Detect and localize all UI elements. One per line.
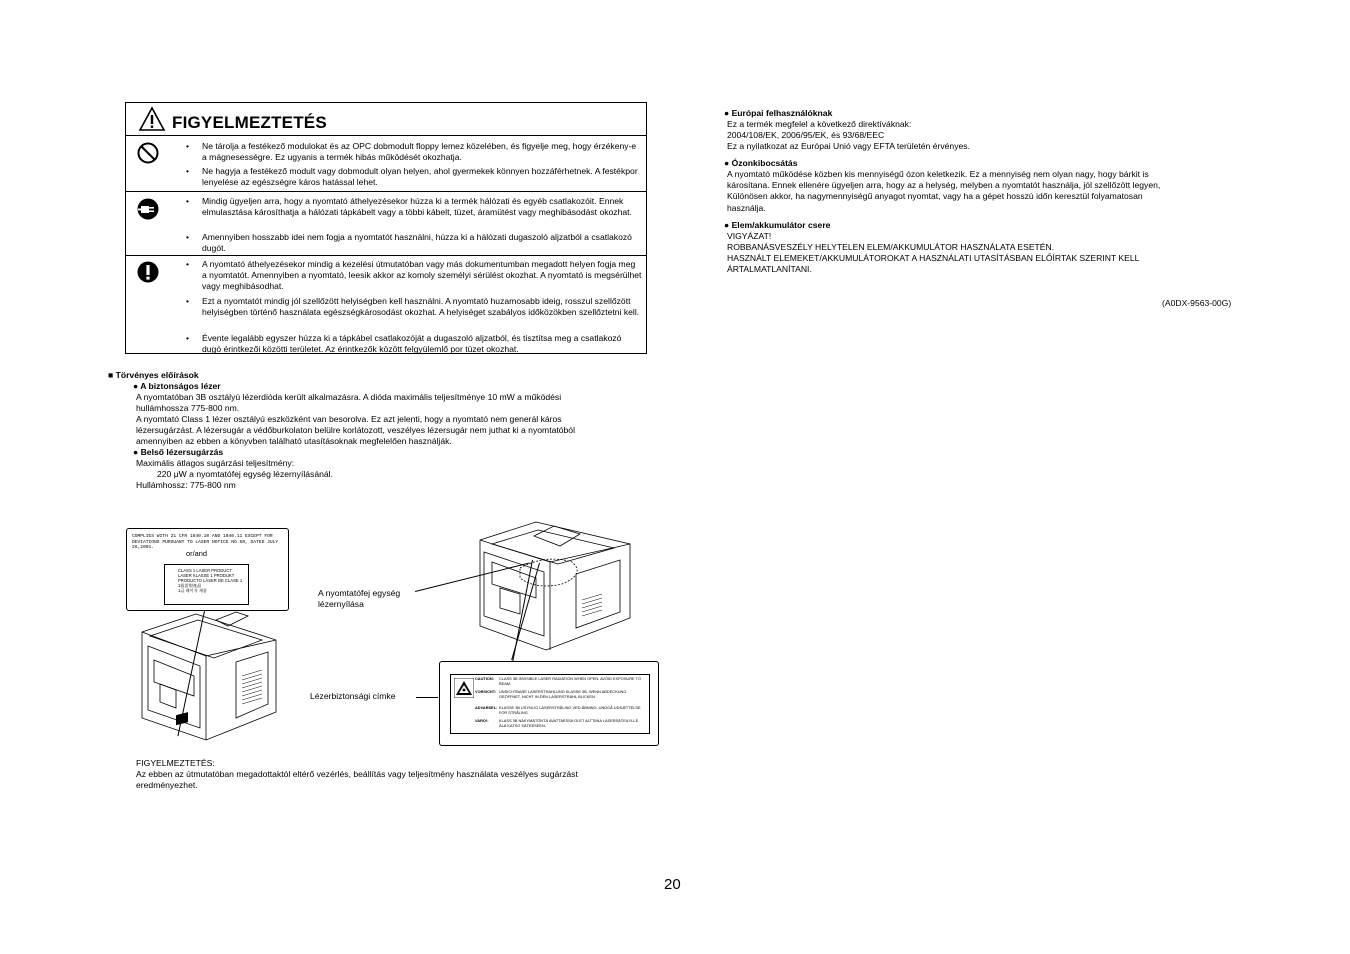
class1-line: CLASS 1 LASER PRODUCT <box>178 568 232 573</box>
warning-header <box>126 103 646 136</box>
document-code: (A0DX-9563-00G) <box>1162 298 1232 308</box>
head-label-line: A nyomtatófej egység <box>318 588 401 598</box>
safety-row: VARO!: KLASS 3B NÄKYMÄTÖNTÄ AVATTAESSA OLET ALTTIINA LASERSÄTEILYLLE. ÄLÄ KATSO SÄTEESEEN. <box>475 718 640 728</box>
laser-line: hullámhossza 775-800 nm. <box>136 403 240 413</box>
ozone-line: Különösen akkor, ha nagymennyiségű anyagot nyomtat, vagy ha a gépet hosszú időn keresztül folyamatosan <box>727 191 1143 201</box>
safety-row: ADVARSEL: KLASSE 3B USYNLIG LASERSTRÅLING VED ÅBNING. UNDGÅ UDSÆTTELSE FOR STRÅLING. <box>475 705 641 715</box>
prohibited-icon <box>136 141 160 165</box>
warning-row-storage: • Ne tárolja a festékező modulokat és az OPC dobmodult floppy lemez közelében, és figyelje meg, hogy érzékeny-e a mágnesességre. Ez ugyanis a termék hibás működését okozhatja. • Ne hagyja a festékező modult vagy dobmodult olyan helyen, ahol gyermekek könnyen hozzáférhetnek. A festékpor lenyelése az egészségre káros hatással lehet. <box>126 136 646 192</box>
eu-line: Ez a nyilatkozat az Európai Unió vagy EFTA területén érvényes. <box>727 141 970 151</box>
cfr-label-box <box>126 528 289 611</box>
laser-section-title: ● A biztonságos lézer <box>133 381 221 391</box>
safety-label-caption: Lézerbiztonsági címke <box>310 691 396 701</box>
eu-title: ● Európai felhasználóknak <box>724 108 833 118</box>
internal-laser-line: 220 μW a nyomtatófej egység lézernyílásánál. <box>157 469 333 479</box>
ozone-line: károsítana. Ennek ellenére ügyeljen arra, hogy az a helység, melyben a nyomtatót használja, jól szellőzött legyen, <box>727 180 1161 190</box>
class1-label <box>164 564 249 605</box>
page-number: 20 <box>664 876 681 893</box>
internal-laser-title: ● Belső lézersugárzás <box>133 447 224 457</box>
laser-hazard-icon <box>454 678 474 698</box>
battery-line: VIGYÁZAT! <box>727 231 772 241</box>
cfr-label-text: COMPLIES WITH 21 CFR 1040.10 AND 1040.11 EXCEPT FOR DEVIATIONS PURSUANT TO LASER NOTICE NO.50, DATED JULY 26,2001. <box>132 534 279 551</box>
class1-line: PRODUCTO LÁSER DE CLASE 1 <box>178 577 243 583</box>
class1-line: LASER KLASSE 1 PRODUKT <box>178 572 235 578</box>
warning-row-handling: • A nyomtató áthelyezésekor mindig a kezelési útmutatóban vagy más dokumentumban megadott helyen fogja meg a nyomtatót. Amennyiben a nyomtató, leesik akkor az komoly személyi sérülést okozhat. A nyomtató is megsérülhet vagy meghibásodhat. • Ezt a nyomtatót mindig jól szellőzött helyiségben kell használni. A nyomtató huzamosabb ideig, rosszul szellőzött helyiségben történő használata egészségkárosodást okozhat. A helyiséget szabályos időközökben szellőztetni kell. • Évente legalább egyszer húzza ki a tápkábel csatlakozóját a dugaszoló aljzatból, és tisztítsa meg a csatlakozó dugó érintkezői közötti területet. Az érintkezők között felgyülemlő por tüzet okozhat. <box>126 256 646 354</box>
safety-label-box <box>439 661 659 746</box>
unplug-icon <box>136 197 160 221</box>
safety-label-inner <box>450 674 650 734</box>
figure-warning-line: eredményezhet. <box>136 780 198 790</box>
exclamation-icon <box>136 260 160 284</box>
leader-line <box>416 697 438 698</box>
laser-line: A nyomtatóban 3B osztályú lézerdióda került alkalmazásra. A dióda maximális teljesítménye 10 mW a működési <box>136 392 562 402</box>
internal-laser-line: Maximális átlagos sugárzási teljesítmény: <box>136 458 295 468</box>
eu-line: 2004/108/EK, 2006/95/EK, és 93/68/EEC <box>727 130 885 140</box>
warning-triangle-icon <box>138 106 166 132</box>
printer-rear-illustration <box>136 600 286 745</box>
figure-warning-title: FIGYELMEZTETÉS: <box>136 758 215 768</box>
battery-line: ROBBANÁSVESZÉLY HELYTELEN ELEM/AKKUMULÁTOR HASZNÁLATA ESETÉN. <box>727 242 1055 252</box>
figure-warning-line: Az ebben az útmutatóban megadottaktól eltérő vezérlés, beállítás vagy teljesítmény használata veszélyes sugárzást <box>136 769 578 779</box>
laser-line: amennyiben az ebben a könyvben található utasításoknak megfelelően használják. <box>136 436 452 446</box>
ozone-line: használja. <box>727 203 766 213</box>
warning-row-unplug: • Mindig ügyeljen arra, hogy a nyomtató áthelyezésekor húzza ki a termék hálózati és egyéb csatlakozóit. Ennek elmulasztása károsíthatja a hálózati tápkábelt vagy a többi kábelt, tüzet, áramütést vagy meghibásodást okozhat. • Amennyiben hosszabb idei nem fogja a nyomtatót használni, húzza ki a hálózati dugaszoló aljzatból a csatlakozó dugót. <box>126 192 646 256</box>
warning-box <box>125 102 647 354</box>
laser-line: A nyomtató Class 1 lézer osztályú eszközként van besorolva. Ez azt jelenti, hogy a nyomtató nem generál káros <box>136 414 562 424</box>
warning-title: FIGYELMEZTETÉS <box>172 113 327 132</box>
or-and-text: or/and <box>186 549 207 558</box>
head-label-line: lézernyílása <box>318 599 364 609</box>
printer-front-illustration <box>476 518 636 653</box>
eu-line: Ez a termék megfelel a következő direktíváknak: <box>727 119 912 129</box>
battery-line: HASZNÁLT ELEMEKET/AKKUMULÁTOROKAT A HASZNÁLATI UTASÍTÁSBAN ELŐÍRTAK SZERINT KELL <box>727 253 1140 263</box>
internal-laser-line: Hullámhossz: 775-800 nm <box>136 480 236 490</box>
ozone-title: ● Ózonkibocsátás <box>724 158 798 168</box>
battery-line: ÁRTALMATLANÍTANI. <box>727 264 812 274</box>
class1-line: 1급 레이저 제품 <box>178 587 207 593</box>
safety-row: VORSICHT: UNSICHTBARE LASERSTRAHLUNG KLASSE 3B, WENN ABDECKUNG GEÖFFNET. NICHT IN DEN LASERSTRAHL BLICKEN. <box>475 689 627 699</box>
legal-heading: ■ Törvényes előírások <box>108 370 199 380</box>
safety-row: CAUTION: CLASS 3B INVISIBLE LASER RADIATION WHEN OPEN. AVOID EXPOSURE TO BEAM. <box>475 676 641 686</box>
battery-title: ● Elem/akkumulátor csere <box>724 220 831 230</box>
laser-line: lézersugárzást. A lézersugár a védőburkolaton belülre korlátozott, veszélyes lézersugár nem juthat ki a nyomtatóból <box>136 425 575 435</box>
ozone-line: A nyomtató működése közben kis mennyiségű ózon keletkezik. Ez a mennyiség nem olyan nagy, hogy bárkit is <box>727 169 1149 179</box>
class1-line: 1級雷射產品 <box>178 582 202 588</box>
